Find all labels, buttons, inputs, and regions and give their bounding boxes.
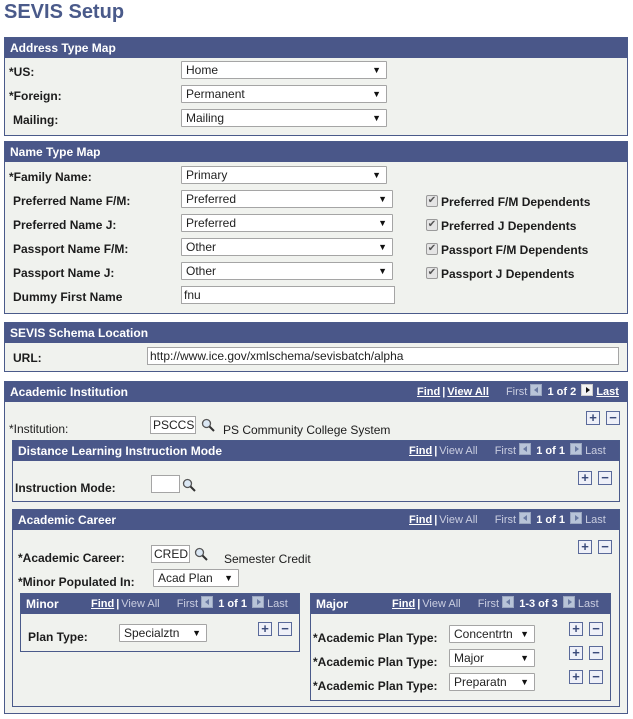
section-title: Minor [26,597,59,611]
distance-learning-section [12,440,620,502]
section-header: Name Type Map [5,142,627,162]
us-label: *US: [9,65,35,79]
us-value: Home [186,63,219,77]
passport-j-dependents-checkbox[interactable]: ✔ [427,267,437,278]
grid-nav: Find | View All First 1 of 2 Last [417,386,619,398]
plan-type-value: Specialztn [124,626,180,640]
institution-input[interactable]: PSCCS [150,416,196,434]
find-link[interactable]: Find [392,598,416,610]
lookup-icon[interactable] [194,547,208,561]
add-row-button[interactable]: + [586,411,600,425]
plan-type-select[interactable] [119,624,207,642]
chevron-down-icon: ▼ [372,65,381,75]
academic-plan-type-value: Major [454,651,485,665]
passport-name-fm-select[interactable] [181,238,393,256]
section-header [311,594,610,614]
academic-career-label: *Academic Career: [18,551,125,565]
chevron-down-icon: ▼ [378,218,387,228]
delete-row-button[interactable]: − [589,622,603,636]
family-name-value: Primary [186,168,228,182]
next-arrow-icon [563,596,575,608]
chevron-down-icon: ▼ [224,573,233,583]
lookup-icon[interactable] [201,418,215,432]
grid-nav: Find | View All First 1 of 1 Last [409,514,606,526]
preferred-name-j-label: Preferred Name J: [13,218,117,232]
dummy-first-name-label: Dummy First Name [13,290,123,304]
grid-nav: Find | View All First 1-3 of 3 Last [392,598,599,610]
prev-arrow-icon [519,512,531,524]
add-row-button[interactable]: + [258,622,272,636]
delete-row-button[interactable]: − [589,646,603,660]
first-label: First [494,445,517,457]
next-arrow-icon [252,596,264,608]
prev-arrow-icon [519,443,531,455]
minor-populated-label: *Minor Populated In: [18,575,135,589]
view-all-label: View All [121,598,160,610]
first-label: First [176,598,199,610]
passport-name-j-value: Other [186,264,217,278]
first-label: First [477,598,500,610]
row-count: 1 of 1 [218,598,247,610]
lookup-icon[interactable] [182,478,196,492]
delete-row-button[interactable]: − [606,411,620,425]
add-row-button[interactable]: + [578,540,592,554]
foreign-label: *Foreign: [9,89,62,103]
minor-populated-select[interactable] [153,569,239,587]
add-row-button[interactable]: + [569,670,583,684]
chevron-down-icon: ▼ [378,242,387,252]
next-arrow-icon [570,443,582,455]
instruction-mode-label: Instruction Mode: [15,481,116,495]
passport-j-dependents-label: Passport J Dependents [441,267,575,281]
row-count: 1 of 1 [536,514,565,526]
view-all-label: View All [439,514,478,526]
passport-fm-dependents-label: Passport F/M Dependents [441,243,589,257]
passport-name-fm-value: Other [186,240,217,254]
find-link[interactable]: Find [91,598,115,610]
row-count: 1 of 2 [547,386,577,398]
academic-institution-section [4,381,628,714]
prev-arrow-icon [530,384,542,396]
view-all-label: View All [422,598,461,610]
section-header [5,382,627,402]
first-label: First [505,386,528,398]
page-title: SEVIS Setup [4,1,125,23]
passport-name-fm-label: Passport Name F/M: [13,242,129,256]
next-arrow-icon [570,512,582,524]
section-header [21,594,299,614]
add-row-button[interactable]: + [569,622,583,636]
mailing-value: Mailing [186,111,225,125]
add-row-button[interactable]: + [569,646,583,660]
plan-type-label: Plan Type: [28,630,88,644]
chevron-down-icon: ▼ [372,89,381,99]
chevron-down-icon: ▼ [378,266,387,276]
row-count: 1-3 of 3 [519,598,558,610]
find-link[interactable]: Find [409,445,433,457]
preferred-fm-dependents-label: Preferred F/M Dependents [441,195,591,209]
family-name-select[interactable] [181,166,387,184]
url-label: URL: [13,351,42,365]
delete-row-button[interactable]: − [598,540,612,554]
preferred-j-dependents-label: Preferred J Dependents [441,219,577,233]
find-link[interactable]: Find [417,386,441,398]
chevron-down-icon: ▼ [520,629,529,639]
minor-populated-value: Acad Plan [158,571,213,585]
last-link[interactable]: Last [596,386,619,398]
dummy-first-name-input[interactable]: fnu [181,286,395,304]
section-header [13,441,619,461]
preferred-name-j-value: Preferred [186,216,237,230]
prev-arrow-icon [502,596,514,608]
passport-name-j-select[interactable] [181,262,393,280]
view-all-link[interactable]: View All [447,386,489,398]
next-arrow-icon[interactable] [581,384,593,396]
view-all-label: View All [439,445,478,457]
mailing-select[interactable] [181,109,387,127]
preferred-name-fm-value: Preferred [186,192,237,206]
chevron-down-icon: ▼ [372,113,381,123]
academic-plan-type-label: *Academic Plan Type: [313,679,438,693]
name-type-map-section [4,141,628,314]
academic-plan-type-select[interactable] [449,673,535,691]
section-header [13,510,619,530]
section-title: Academic Institution [10,385,129,399]
section-header: Address Type Map [5,38,627,58]
section-title: Distance Learning Instruction Mode [18,444,223,458]
foreign-select[interactable] [181,85,387,103]
institution-description: PS Community College System [223,423,391,437]
academic-plan-type-value: Preparatn [454,675,507,689]
chevron-down-icon: ▼ [372,170,381,180]
major-section [310,593,611,701]
grid-nav: Find | View All First 1 of 1 Last [409,445,606,457]
institution-label: *Institution: [9,422,69,436]
section-title: Major [316,597,349,611]
preferred-name-fm-label: Preferred Name F/M: [13,194,131,208]
mailing-label: Mailing: [13,113,59,127]
url-input[interactable]: http://www.ice.gov/xmlschema/sevisbatch/alpha [147,347,619,365]
delete-row-button[interactable]: − [278,622,292,636]
chevron-down-icon: ▼ [520,653,529,663]
chevron-down-icon: ▼ [192,628,201,638]
minor-section [20,593,300,652]
first-label: First [494,514,517,526]
passport-name-j-label: Passport Name J: [13,266,115,280]
academic-career-description: Semester Credit [224,552,311,566]
last-label: Last [577,598,599,610]
delete-row-button[interactable]: − [598,471,612,485]
academic-plan-type-select[interactable] [449,649,535,667]
grid-nav: Find | View All First 1 of 1 Last [91,598,288,610]
passport-fm-dependents-checkbox[interactable]: ✔ [427,243,437,254]
prev-arrow-icon [201,596,213,608]
find-link[interactable]: Find [409,514,433,526]
add-row-button[interactable]: + [578,471,592,485]
row-count: 1 of 1 [536,445,565,457]
address-type-map-section [4,37,628,136]
chevron-down-icon: ▼ [520,677,529,687]
last-label: Last [585,445,606,457]
section-title: Academic Career [18,513,117,527]
last-label: Last [267,598,288,610]
academic-career-input[interactable]: CRED [151,545,190,563]
academic-plan-type-label: *Academic Plan Type: [313,655,438,669]
preferred-name-fm-select[interactable] [181,190,393,208]
instruction-mode-input[interactable] [151,475,180,493]
chevron-down-icon: ▼ [378,194,387,204]
last-label: Last [585,514,606,526]
academic-plan-type-label: *Academic Plan Type: [313,631,438,645]
academic-career-section [12,509,620,707]
delete-row-button[interactable]: − [589,670,603,684]
section-header: SEVIS Schema Location [5,323,627,343]
preferred-j-dependents-checkbox[interactable]: ✔ [427,219,437,230]
academic-plan-type-value: Concentrtn [454,627,513,641]
academic-plan-type-select[interactable] [449,625,535,643]
foreign-value: Permanent [186,87,245,101]
us-select[interactable] [181,61,387,79]
schema-location-section [4,322,628,372]
family-name-label: *Family Name: [9,170,92,184]
preferred-name-j-select[interactable] [181,214,393,232]
preferred-fm-dependents-checkbox[interactable]: ✔ [427,195,437,206]
